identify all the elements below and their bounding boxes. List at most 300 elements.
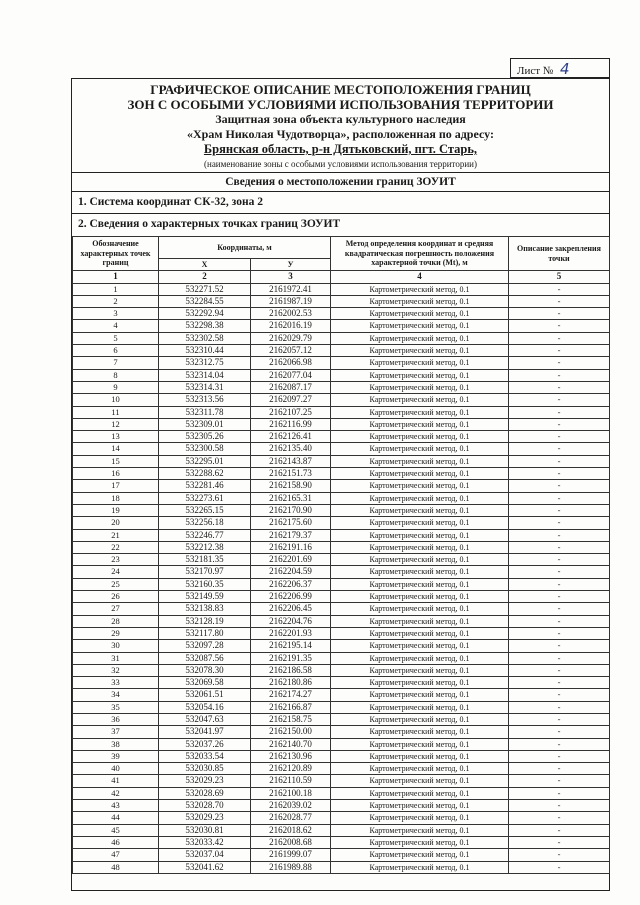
point-number: 43 [73, 800, 159, 812]
coord-x: 532030.81 [159, 824, 251, 836]
coord-x: 532302.58 [159, 332, 251, 344]
desc-cell: - [509, 787, 610, 799]
table-row [73, 308, 610, 320]
desc-cell: - [509, 554, 610, 566]
coord-y: 2162016.19 [251, 320, 331, 332]
coord-y: 2162174.27 [251, 689, 331, 701]
coord-x: 532041.62 [159, 861, 251, 873]
coord-y: 2162204.76 [251, 615, 331, 627]
desc-cell: - [509, 627, 610, 639]
coord-x: 532028.70 [159, 800, 251, 812]
coord-y: 2162206.99 [251, 591, 331, 603]
coord-y: 2162158.75 [251, 713, 331, 725]
coord-y: 2162130.96 [251, 750, 331, 762]
method-cell: Картометрический метод, 0.1 [331, 763, 509, 775]
method-cell: Картометрический метод, 0.1 [331, 566, 509, 578]
sheet-number: 4 [560, 60, 570, 78]
coord-y: 2162077.04 [251, 369, 331, 381]
point-number: 24 [73, 566, 159, 578]
desc-cell: - [509, 517, 610, 529]
method-cell: Картометрический метод, 0.1 [331, 320, 509, 332]
coord-x: 532284.55 [159, 295, 251, 307]
coord-x: 532061.51 [159, 689, 251, 701]
point-number: 44 [73, 812, 159, 824]
table-row [73, 640, 610, 652]
point-number: 15 [73, 455, 159, 467]
coord-x: 532138.83 [159, 603, 251, 615]
point-number: 35 [73, 701, 159, 713]
method-cell: Картометрический метод, 0.1 [331, 332, 509, 344]
coord-y: 2162201.93 [251, 627, 331, 639]
method-cell: Картометрический метод, 0.1 [331, 750, 509, 762]
point-number: 29 [73, 627, 159, 639]
desc-cell: - [509, 615, 610, 627]
desc-cell: - [509, 320, 610, 332]
document-subtitle [72, 112, 609, 142]
method-cell: Картометрический метод, 0.1 [331, 295, 509, 307]
point-number: 22 [73, 541, 159, 553]
desc-cell: - [509, 824, 610, 836]
point-number: 11 [73, 406, 159, 418]
coord-y: 2162028.77 [251, 812, 331, 824]
point-number: 7 [73, 357, 159, 369]
point-number: 5 [73, 332, 159, 344]
desc-cell: - [509, 603, 610, 615]
desc-cell: - [509, 763, 610, 775]
desc-cell: - [509, 283, 610, 295]
desc-cell: - [509, 406, 610, 418]
desc-cell: - [509, 480, 610, 492]
table-row [73, 357, 610, 369]
table-row [73, 664, 610, 676]
table-row [73, 800, 610, 812]
method-cell: Картометрический метод, 0.1 [331, 726, 509, 738]
method-cell: Картометрический метод, 0.1 [331, 861, 509, 873]
point-number: 34 [73, 689, 159, 701]
table-row [73, 406, 610, 418]
method-cell: Картометрический метод, 0.1 [331, 640, 509, 652]
method-cell: Картометрический метод, 0.1 [331, 308, 509, 320]
coord-x: 532097.28 [159, 640, 251, 652]
table-row [73, 763, 610, 775]
coord-y: 2162170.90 [251, 504, 331, 516]
coord-y: 2162002.53 [251, 308, 331, 320]
table-row [73, 787, 610, 799]
table-row [73, 689, 610, 701]
section-info-title: Сведения о местоположении границ ЗОУИТ [225, 176, 456, 188]
method-cell: Картометрический метод, 0.1 [331, 836, 509, 848]
coord-y: 2162100.18 [251, 787, 331, 799]
coord-y: 2162191.16 [251, 541, 331, 553]
coord-x: 532078.30 [159, 664, 251, 676]
coord-y: 2161999.07 [251, 849, 331, 861]
coord-x: 532069.58 [159, 677, 251, 689]
method-cell: Картометрический метод, 0.1 [331, 578, 509, 590]
method-cell: Картометрический метод, 0.1 [331, 541, 509, 553]
table-row [73, 713, 610, 725]
desc-cell: - [509, 713, 610, 725]
table-row [73, 529, 610, 541]
method-cell: Картометрический метод, 0.1 [331, 652, 509, 664]
desc-cell: - [509, 492, 610, 504]
coord-y: 2161989.88 [251, 861, 331, 873]
column-index: 3 [251, 271, 331, 283]
point-number: 31 [73, 652, 159, 664]
point-number: 18 [73, 492, 159, 504]
points-body [73, 283, 610, 873]
table-row [73, 591, 610, 603]
address: Брянская область, р-н Дятьковский, пгт. Старь, [203, 142, 478, 156]
document-title [72, 82, 609, 112]
column-index: 2 [159, 271, 251, 283]
point-number: 12 [73, 418, 159, 430]
method-cell: Картометрический метод, 0.1 [331, 381, 509, 393]
table-row [73, 295, 610, 307]
sheet-number-box [510, 58, 610, 78]
table-row [73, 652, 610, 664]
method-cell: Картометрический метод, 0.1 [331, 480, 509, 492]
table-row [73, 677, 610, 689]
coord-y: 2162165.31 [251, 492, 331, 504]
desc-cell: - [509, 418, 610, 430]
point-number: 19 [73, 504, 159, 516]
coord-x: 532298.38 [159, 320, 251, 332]
header-y: У [251, 259, 331, 271]
method-cell: Картометрический метод, 0.1 [331, 591, 509, 603]
method-cell: Картометрический метод, 0.1 [331, 677, 509, 689]
desc-cell: - [509, 504, 610, 516]
desc-cell: - [509, 308, 610, 320]
column-index: 1 [73, 271, 159, 283]
column-index: 4 [331, 271, 509, 283]
header-x: X [159, 259, 251, 271]
method-cell: Картометрический метод, 0.1 [331, 345, 509, 357]
column-index-row [73, 271, 610, 283]
point-number: 47 [73, 849, 159, 861]
coord-y: 2162191.35 [251, 652, 331, 664]
coord-y: 2162140.70 [251, 738, 331, 750]
table-row [73, 615, 610, 627]
coord-y: 2162180.86 [251, 677, 331, 689]
coord-y: 2162097.27 [251, 394, 331, 406]
point-number: 20 [73, 517, 159, 529]
method-cell: Картометрический метод, 0.1 [331, 775, 509, 787]
document-frame [71, 78, 610, 891]
coord-x: 532265.15 [159, 504, 251, 516]
point-number: 3 [73, 308, 159, 320]
desc-cell: - [509, 640, 610, 652]
table-row [73, 431, 610, 443]
desc-cell: - [509, 332, 610, 344]
coord-x: 532273.61 [159, 492, 251, 504]
method-cell: Картометрический метод, 0.1 [331, 701, 509, 713]
table-row [73, 394, 610, 406]
header-coords: Координаты, м [159, 237, 331, 259]
coord-y: 2162126.41 [251, 431, 331, 443]
desc-cell: - [509, 836, 610, 848]
desc-cell: - [509, 726, 610, 738]
coord-x: 532054.16 [159, 701, 251, 713]
desc-cell: - [509, 431, 610, 443]
title-line-1: ГРАФИЧЕСКОЕ ОПИСАНИЕ МЕСТОПОЛОЖЕНИЯ ГРАНИЦ [150, 82, 531, 97]
coord-x: 532029.23 [159, 775, 251, 787]
point-number: 14 [73, 443, 159, 455]
method-cell: Картометрический метод, 0.1 [331, 812, 509, 824]
method-cell: Картометрический метод, 0.1 [331, 394, 509, 406]
method-cell: Картометрический метод, 0.1 [331, 615, 509, 627]
point-number: 38 [73, 738, 159, 750]
coord-y: 2162206.45 [251, 603, 331, 615]
coord-y: 2162066.98 [251, 357, 331, 369]
table-row [73, 283, 610, 295]
coord-x: 532028.69 [159, 787, 251, 799]
coord-x: 532311.78 [159, 406, 251, 418]
coord-y: 2161972.41 [251, 283, 331, 295]
point-number: 48 [73, 861, 159, 873]
divider [72, 213, 609, 214]
point-number: 28 [73, 615, 159, 627]
coord-x: 532281.46 [159, 480, 251, 492]
table-row [73, 701, 610, 713]
desc-cell: - [509, 529, 610, 541]
column-index: 5 [509, 271, 610, 283]
point-number: 41 [73, 775, 159, 787]
coord-y: 2162186.58 [251, 664, 331, 676]
desc-cell: - [509, 800, 610, 812]
coord-x: 532310.44 [159, 345, 251, 357]
coord-x: 532128.19 [159, 615, 251, 627]
coord-y: 2162179.37 [251, 529, 331, 541]
table-row [73, 775, 610, 787]
point-number: 40 [73, 763, 159, 775]
coord-x: 532314.04 [159, 369, 251, 381]
point-number: 23 [73, 554, 159, 566]
coord-y: 2161987.19 [251, 295, 331, 307]
address-note: (наименование зоны с особыми условиями использования территории) [204, 159, 477, 169]
desc-cell: - [509, 664, 610, 676]
point-number: 33 [73, 677, 159, 689]
method-cell: Картометрический метод, 0.1 [331, 283, 509, 295]
method-cell: Картометрический метод, 0.1 [331, 517, 509, 529]
desc-cell: - [509, 369, 610, 381]
desc-cell: - [509, 849, 610, 861]
table-row [73, 418, 610, 430]
point-number: 39 [73, 750, 159, 762]
method-cell: Картометрический метод, 0.1 [331, 849, 509, 861]
method-cell: Картометрический метод, 0.1 [331, 627, 509, 639]
desc-cell: - [509, 357, 610, 369]
desc-cell: - [509, 468, 610, 480]
point-number: 6 [73, 345, 159, 357]
point-number: 13 [73, 431, 159, 443]
sheet-label: Лист № [517, 65, 554, 77]
point-number: 27 [73, 603, 159, 615]
points-table [72, 236, 610, 874]
method-cell: Картометрический метод, 0.1 [331, 431, 509, 443]
coord-x: 532087.56 [159, 652, 251, 664]
method-cell: Картометрический метод, 0.1 [331, 406, 509, 418]
point-number: 37 [73, 726, 159, 738]
coord-x: 532041.97 [159, 726, 251, 738]
table-row [73, 861, 610, 873]
point-number: 36 [73, 713, 159, 725]
subtitle-line-1: Защитная зона объекта культурного наследия [215, 112, 466, 126]
point-number: 1 [73, 283, 159, 295]
method-cell: Картометрический метод, 0.1 [331, 492, 509, 504]
coord-y: 2162039.02 [251, 800, 331, 812]
table-row [73, 381, 610, 393]
section-coord-system: 1. Система координат СК-32, зона 2 [78, 196, 263, 208]
desc-cell: - [509, 652, 610, 664]
method-cell: Картометрический метод, 0.1 [331, 418, 509, 430]
divider [72, 172, 609, 173]
method-cell: Картометрический метод, 0.1 [331, 468, 509, 480]
table-row [73, 504, 610, 516]
coord-y: 2162107.25 [251, 406, 331, 418]
coord-y: 2162158.90 [251, 480, 331, 492]
table-row [73, 603, 610, 615]
coord-x: 532309.01 [159, 418, 251, 430]
table-row [73, 726, 610, 738]
coord-x: 532292.94 [159, 308, 251, 320]
table-row [73, 849, 610, 861]
table-row [73, 627, 610, 639]
point-number: 26 [73, 591, 159, 603]
coord-y: 2162204.59 [251, 566, 331, 578]
coord-x: 532314.31 [159, 381, 251, 393]
table-row [73, 443, 610, 455]
desc-cell: - [509, 775, 610, 787]
header-desc: Описание закрепления точки [509, 237, 610, 271]
desc-cell: - [509, 861, 610, 873]
table-row [73, 468, 610, 480]
desc-cell: - [509, 295, 610, 307]
method-cell: Картометрический метод, 0.1 [331, 455, 509, 467]
table-row [73, 320, 610, 332]
coord-y: 2162057.12 [251, 345, 331, 357]
coord-x: 532117.80 [159, 627, 251, 639]
table-row [73, 332, 610, 344]
method-cell: Картометрический метод, 0.1 [331, 529, 509, 541]
point-number: 17 [73, 480, 159, 492]
header-method: Метод определения координат и средняя квадратическая погрешность положения характерной точки (Mt), м [331, 237, 509, 271]
point-number: 32 [73, 664, 159, 676]
point-number: 46 [73, 836, 159, 848]
table-row [73, 566, 610, 578]
coord-y: 2162206.37 [251, 578, 331, 590]
coord-x: 532271.52 [159, 283, 251, 295]
table-row [73, 578, 610, 590]
method-cell: Картометрический метод, 0.1 [331, 504, 509, 516]
title-line-2: ЗОН С ОСОБЫМИ УСЛОВИЯМИ ИСПОЛЬЗОВАНИЯ ТЕРРИТОРИИ [127, 97, 554, 112]
point-number: 2 [73, 295, 159, 307]
coord-x: 532029.23 [159, 812, 251, 824]
point-number: 21 [73, 529, 159, 541]
desc-cell: - [509, 738, 610, 750]
desc-cell: - [509, 443, 610, 455]
coord-y: 2162018.62 [251, 824, 331, 836]
point-number: 45 [73, 824, 159, 836]
table-row [73, 455, 610, 467]
coord-x: 532170.97 [159, 566, 251, 578]
table-row [73, 554, 610, 566]
table-row [73, 738, 610, 750]
coord-y: 2162195.14 [251, 640, 331, 652]
coord-x: 532246.77 [159, 529, 251, 541]
coord-x: 532030.85 [159, 763, 251, 775]
coord-x: 532305.26 [159, 431, 251, 443]
table-row [73, 824, 610, 836]
coord-x: 532181.35 [159, 554, 251, 566]
coord-y: 2162201.69 [251, 554, 331, 566]
method-cell: Картометрический метод, 0.1 [331, 713, 509, 725]
method-cell: Картометрический метод, 0.1 [331, 603, 509, 615]
coord-y: 2162008.68 [251, 836, 331, 848]
method-cell: Картометрический метод, 0.1 [331, 787, 509, 799]
point-number: 4 [73, 320, 159, 332]
coord-x: 532256.18 [159, 517, 251, 529]
coord-y: 2162110.59 [251, 775, 331, 787]
desc-cell: - [509, 591, 610, 603]
coord-x: 532300.58 [159, 443, 251, 455]
coord-y: 2162135.40 [251, 443, 331, 455]
method-cell: Картометрический метод, 0.1 [331, 369, 509, 381]
table-row [73, 836, 610, 848]
coord-y: 2162175.60 [251, 517, 331, 529]
coord-y: 2162143.87 [251, 455, 331, 467]
coord-x: 532312.75 [159, 357, 251, 369]
table-row [73, 480, 610, 492]
coord-y: 2162029.79 [251, 332, 331, 344]
table-row [73, 369, 610, 381]
table-row [73, 541, 610, 553]
coord-x: 532047.63 [159, 713, 251, 725]
coord-y: 2162166.87 [251, 701, 331, 713]
method-cell: Картометрический метод, 0.1 [331, 689, 509, 701]
coord-x: 532160.35 [159, 578, 251, 590]
coord-y: 2162116.99 [251, 418, 331, 430]
coord-x: 532313.56 [159, 394, 251, 406]
coord-x: 532288.62 [159, 468, 251, 480]
method-cell: Картометрический метод, 0.1 [331, 357, 509, 369]
desc-cell: - [509, 812, 610, 824]
section-points-title: 2. Сведения о характерных точках границ ЗОУИТ [78, 218, 341, 230]
header-point: Обозначение характерных точек границ [73, 237, 159, 271]
table-row [73, 492, 610, 504]
desc-cell: - [509, 578, 610, 590]
table-row [73, 812, 610, 824]
table-row [73, 345, 610, 357]
divider [72, 191, 609, 192]
coord-y: 2162120.89 [251, 763, 331, 775]
coord-x: 532212.38 [159, 541, 251, 553]
method-cell: Картометрический метод, 0.1 [331, 824, 509, 836]
desc-cell: - [509, 455, 610, 467]
point-number: 16 [73, 468, 159, 480]
coord-x: 532149.59 [159, 591, 251, 603]
method-cell: Картометрический метод, 0.1 [331, 554, 509, 566]
point-number: 10 [73, 394, 159, 406]
method-cell: Картометрический метод, 0.1 [331, 664, 509, 676]
coord-y: 2162150.00 [251, 726, 331, 738]
point-number: 9 [73, 381, 159, 393]
desc-cell: - [509, 566, 610, 578]
coord-x: 532295.01 [159, 455, 251, 467]
point-number: 8 [73, 369, 159, 381]
desc-cell: - [509, 677, 610, 689]
method-cell: Картометрический метод, 0.1 [331, 738, 509, 750]
coord-y: 2162087.17 [251, 381, 331, 393]
